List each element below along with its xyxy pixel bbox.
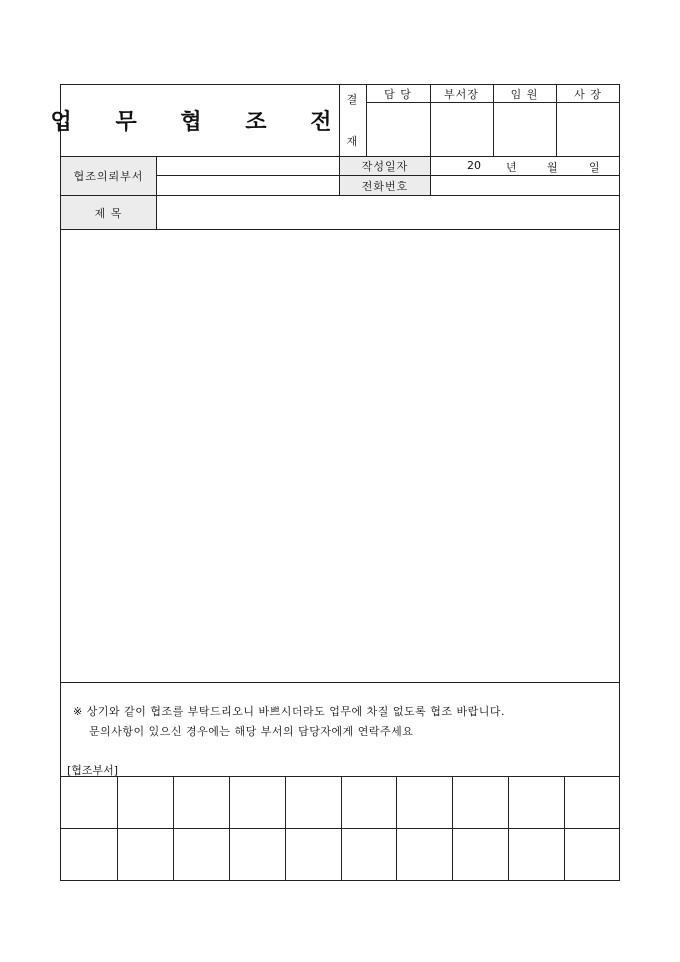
request-dept-field-1[interactable] [157, 157, 339, 175]
approval-sign-box-executive[interactable] [494, 103, 556, 156]
coop-dept-cell[interactable] [286, 777, 341, 828]
coop-dept-cell[interactable] [62, 777, 117, 828]
date-field[interactable] [431, 157, 620, 175]
coop-dept-cell[interactable] [230, 829, 285, 880]
date-label: 작성일자 [340, 157, 430, 175]
coop-dept-cell[interactable] [230, 777, 285, 828]
notice-line-2: 문의사항이 있으신 경우에는 해당 부서의 담당자에게 연락주세요 [89, 725, 414, 738]
phone-label: 전화번호 [340, 176, 430, 195]
coop-dept-cell[interactable] [342, 777, 397, 828]
business-cooperation-form [50, 84, 620, 881]
form-title: 업 무 협 조 전 [50, 109, 350, 135]
coop-dept-cell[interactable] [565, 777, 620, 828]
approval-label-bottom: 재 [346, 135, 359, 148]
coop-dept-label: [협조부서] [67, 764, 119, 777]
date-year-unit: 년 [506, 161, 517, 174]
phone-field[interactable] [431, 176, 620, 195]
approval-role-executive: 임 원 [510, 87, 539, 101]
request-dept-field-2[interactable] [157, 176, 339, 195]
coop-dept-cell[interactable] [62, 829, 117, 880]
coop-dept-cell[interactable] [118, 777, 173, 828]
date-day-unit: 일 [589, 161, 600, 174]
coop-dept-cell[interactable] [509, 777, 564, 828]
date-month-unit: 월 [547, 161, 558, 174]
approval-sign-box-president[interactable] [557, 103, 620, 156]
request-dept-label: 협조의뢰부서 [61, 157, 156, 195]
date-year-prefix: 20 [467, 159, 481, 172]
approval-role-dept-head: 부서장 [444, 87, 479, 101]
notice-line-1: ※ 상기와 같이 협조를 부탁드리오니 바쁘시더라도 업무에 차질 없도록 협조 바랍니다. [73, 705, 505, 718]
approval-label-top: 결 [346, 93, 359, 106]
coop-dept-cell[interactable] [453, 777, 508, 828]
coop-dept-cell[interactable] [342, 829, 397, 880]
coop-dept-grid [61, 777, 620, 881]
coop-dept-cell[interactable] [509, 829, 564, 880]
content-area[interactable] [61, 230, 620, 682]
approval-role-staff: 담 당 [384, 87, 412, 101]
coop-dept-cell[interactable] [286, 829, 341, 880]
coop-dept-cell[interactable] [174, 829, 229, 880]
approval-sign-box-staff[interactable] [367, 103, 430, 156]
coop-dept-cell[interactable] [453, 829, 508, 880]
approval-sign-box-dept-head[interactable] [431, 103, 493, 156]
approval-role-president: 사 장 [574, 87, 602, 101]
coop-dept-cell[interactable] [397, 829, 452, 880]
coop-dept-cell[interactable] [397, 777, 452, 828]
coop-dept-cell[interactable] [174, 777, 229, 828]
coop-dept-cell[interactable] [565, 829, 620, 880]
subject-field[interactable] [157, 196, 620, 229]
subject-label: 제 목 [61, 196, 156, 229]
coop-dept-cell[interactable] [118, 829, 173, 880]
